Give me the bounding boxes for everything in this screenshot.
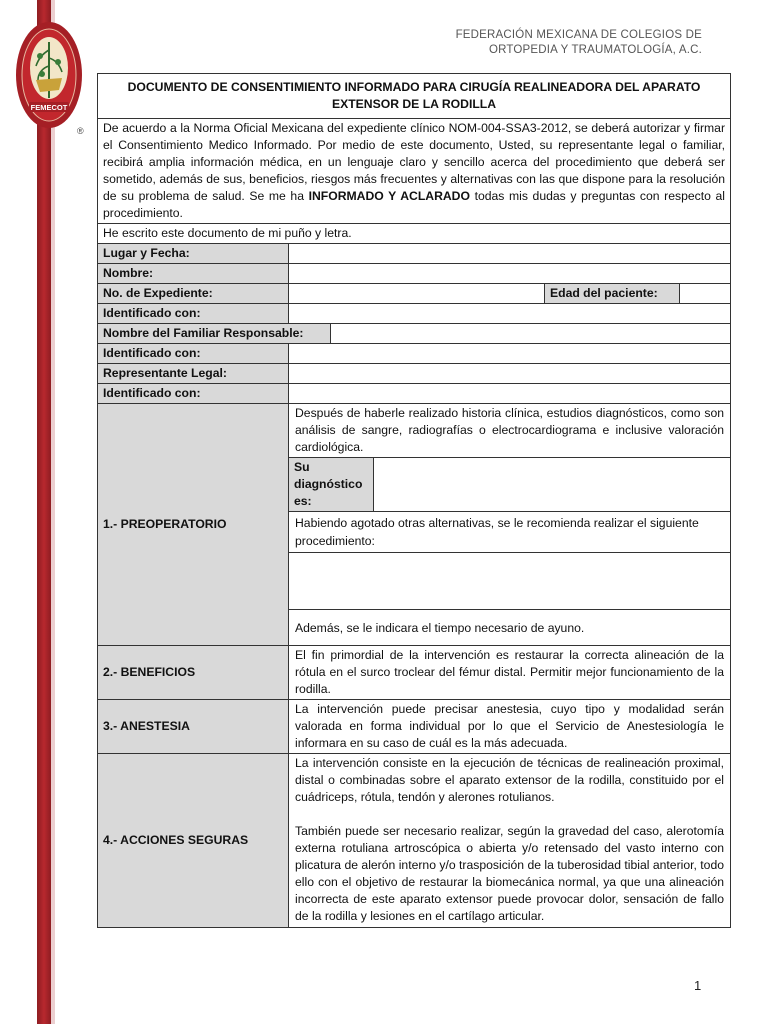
logo-text: FEMECOT (30, 103, 68, 112)
section-preoperatorio-label: 1.- PREOPERATORIO (98, 404, 289, 646)
document-title: DOCUMENTO DE CONSENTIMIENTO INFORMADO PARA CIRUGÍA REALINEADORA DEL APARATO EXTENSOR DE LA RODILLA (98, 74, 731, 119)
section-anestesia-label: 3.- ANESTESIA (98, 700, 289, 754)
intro-text-1: De acuerdo a la Norma Oficial Mexicana del expediente clínico NOM-004-SSA3-2012, se deberá autorizar y firmar el Consentimiento Medico Informado. Por medio de este documento, Usted, su representante legal o familiar, recibirá amplia información médica, en un lenguaje claro y sencillo acerca del procedimiento que deberá ser sometido, además de sus, beneficios, riesgos más frecuentes y alternativas con las que dispone para la resolución de su problema de salud. Se me ha (103, 121, 726, 203)
intro-paragraph (98, 119, 731, 224)
femecot-logo (14, 20, 84, 130)
registered-mark: ® (77, 126, 84, 136)
section-anestesia-text: La intervención puede precisar anestesia, cuyo tipo y modalidad serán valorada en forma individual por lo que el Servicio de Anestesiología le informara en su caso de cuál es la más adecuada. (289, 700, 731, 754)
responsible-relative-label: Nombre del Familiar Responsable: (98, 324, 331, 344)
side-stripe-shade (51, 0, 55, 1024)
organization-line-2: ORTOPEDIA Y TRAUMATOLOGÍA, A.C. (488, 44, 702, 56)
acciones-text-1: La intervención consiste en la ejecución de técnicas de realineación proximal, distal o combinadas sobre el aparato extensor de la rodilla, constituido por el cuádriceps, rótula, tendón y alerones rotulianos. (295, 756, 725, 804)
intro-text-2: todas mis dudas y preguntas con respecto al procedimiento. (103, 189, 726, 220)
name-field[interactable] (289, 264, 731, 284)
identified-with-label-3: Identificado con: (98, 384, 289, 404)
responsible-relative-field[interactable] (331, 324, 731, 344)
record-number-label: No. de Expediente: (98, 284, 289, 304)
identified-with-field-1[interactable] (289, 304, 731, 324)
identified-with-field-2[interactable] (289, 344, 731, 364)
preoperatorio-text-3: Además, se le indicara el tiempo necesario de ayuno. (289, 610, 730, 646)
handwritten-statement: He escrito este documento de mi puño y letra. (98, 224, 731, 244)
record-number-field[interactable] (289, 284, 545, 304)
organization-line-1: FEDERACIÓN MEXICANA DE COLEGIOS DE (455, 29, 702, 41)
section-preoperatorio-content (289, 404, 731, 646)
section-acciones-content (289, 754, 731, 928)
legal-representative-field[interactable] (289, 364, 731, 384)
identified-with-label-1: Identificado con: (98, 304, 289, 324)
organization-header (402, 28, 702, 58)
intro-bold-text: INFORMADO Y ACLARADO (308, 189, 470, 203)
consent-form-table (97, 73, 731, 928)
legal-representative-label: Representante Legal: (98, 364, 289, 384)
acciones-text-2: También puede ser necesario realizar, según la gravedad del caso, alerotomía externa rotuliana artroscópica o abierta y/o retensado del vasto interno con plicatura de alerón interno y/o trasposición de la tuberosidad tibial anterior, todo ello con el objetivo de restaurar la biomecánica normal, ya que una alineación incorrecta de este aparato extensor puede provocar dolor, sensación de fallo de la rodilla y lesiones en el cartílago articular. (295, 824, 725, 923)
place-date-label: Lugar y Fecha: (98, 244, 289, 264)
patient-age-field[interactable] (680, 284, 731, 304)
side-stripe (37, 0, 51, 1024)
name-label: Nombre: (98, 264, 289, 284)
identified-with-field-3[interactable] (289, 384, 731, 404)
preoperatorio-text-2: Habiendo agotado otras alternativas, se le recomienda realizar el siguiente procedimiento: (289, 512, 730, 553)
diagnosis-field[interactable] (373, 458, 730, 512)
diagnosis-label: Su diagnóstico es: (289, 458, 373, 512)
page-number: 1 (694, 978, 702, 993)
place-date-field[interactable] (289, 244, 731, 264)
section-beneficios-text: El fin primordial de la intervención es restaurar la correcta alineación de la rótula en el surco troclear del fémur distal. Permitir mejor funcionamiento de la rodilla. (289, 646, 731, 700)
patient-age-label: Edad del paciente: (545, 284, 680, 304)
section-acciones-label: 4.- ACCIONES SEGURAS (98, 754, 289, 928)
identified-with-label-2: Identificado con: (98, 344, 289, 364)
preoperatorio-text-1: Después de haberle realizado historia clínica, estudios diagnósticos, como son análisis de sangre, radiografías o electrocardiograma e inclusive valoración cardiológica. (289, 404, 730, 458)
section-beneficios-label: 2.- BENEFICIOS (98, 646, 289, 700)
procedure-field[interactable] (289, 553, 730, 610)
